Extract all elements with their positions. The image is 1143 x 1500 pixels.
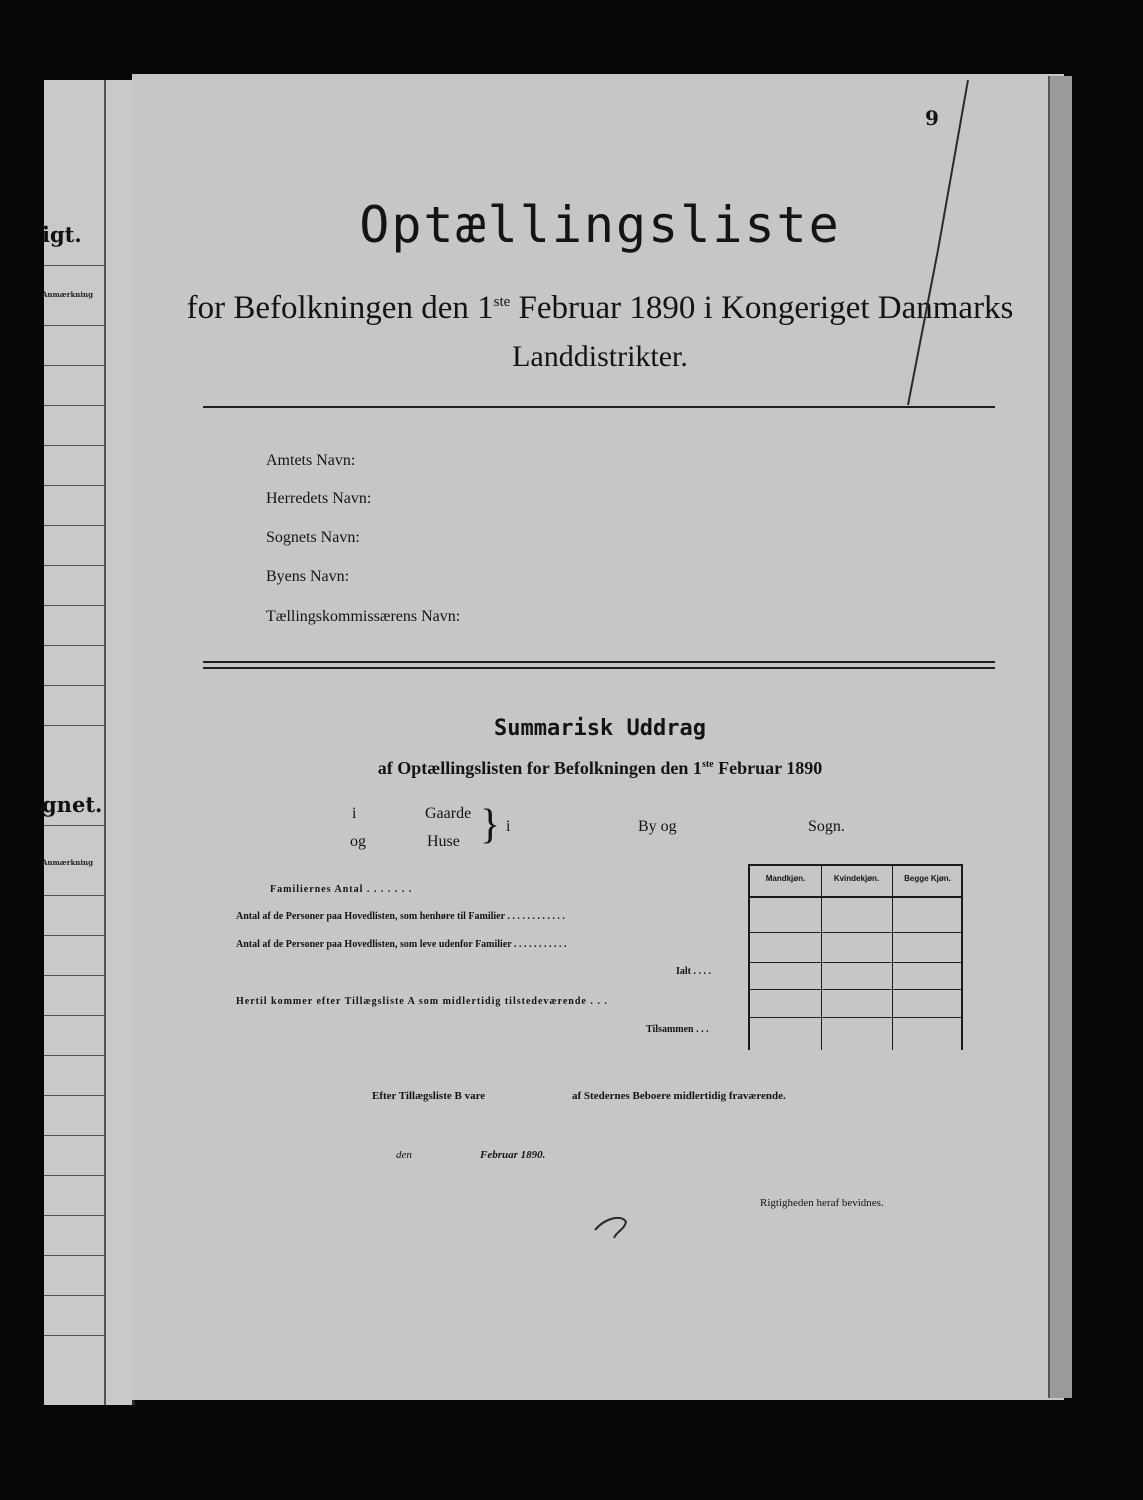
summary-subtitle: af Optællingslisten for Befolkningen den 1ste Februar 1890 — [377, 758, 823, 778]
row-udenfor-familier: Antal af de Personer paa Hovedlisten, som leve udenfor Familier . . . . . . . . . . . — [236, 939, 567, 950]
field-kommissaer-navn: Tællingskommissærens Navn: — [266, 608, 461, 625]
field-byens-navn: Byens Navn: — [266, 568, 350, 585]
gaarde-label: Gaarde — [425, 805, 472, 822]
row-tillaegsliste-a: Hertil kommer efter Tillægsliste A som midlertidig tilstedeværende . . . — [236, 996, 608, 1007]
footer-rigtighed: Rigtigheden heraf bevidnes. — [760, 1197, 884, 1209]
huse-label: Huse — [427, 833, 460, 850]
line-i2: i — [506, 818, 511, 835]
header-begge-kjon: Begge Kjøn. — [904, 874, 951, 883]
line-i: i — [352, 805, 357, 822]
strip-word-mid: gnet. — [42, 792, 103, 817]
page-title: Optællingsliste — [359, 196, 841, 254]
strip-label-top: Anmærkning — [42, 290, 94, 299]
header-mandkjon: Mandkjøn. — [765, 874, 806, 883]
subtitle: for Befolkningen den 1ste Februar 1890 i Kongeriget Danmarks — [186, 290, 1014, 326]
row-familier: Antal af de Personer paa Hovedlisten, som henhøre til Familier . . . . . . . . . . . . — [236, 911, 565, 922]
row-ialt: Ialt . . . . — [676, 966, 711, 977]
strip-word-top: igt. — [42, 222, 82, 247]
footer-af: af Stedernes Beboere midlertidig fraværende. — [572, 1090, 786, 1102]
row-familiernes-antal: Familiernes Antal . . . . . . . — [270, 884, 413, 895]
footer-den: den — [396, 1149, 412, 1161]
footer-efter: Efter Tillægsliste B vare — [372, 1090, 486, 1102]
field-herredets-navn: Herredets Navn: — [266, 490, 372, 507]
summary-title: Summarisk Uddrag — [494, 716, 706, 741]
strip-label-mid: Anmærkning — [42, 858, 94, 867]
field-amtets-navn: Amtets Navn: — [266, 452, 356, 469]
subtitle-line2: Landdistrikter. — [512, 340, 688, 373]
footer-februar: Februar 1890. — [480, 1149, 546, 1161]
brace-icon: } — [480, 802, 501, 848]
line-og: og — [350, 833, 366, 850]
page-number: 9 — [925, 106, 939, 130]
header-kvindekjon: Kvindekjøn. — [833, 874, 880, 883]
sogn-label: Sogn. — [808, 818, 845, 835]
row-tilsammen: Tilsammen . . . — [646, 1024, 709, 1035]
field-sognets-navn: Sognets Navn: — [266, 529, 360, 546]
by-og-label: By og — [638, 818, 677, 835]
